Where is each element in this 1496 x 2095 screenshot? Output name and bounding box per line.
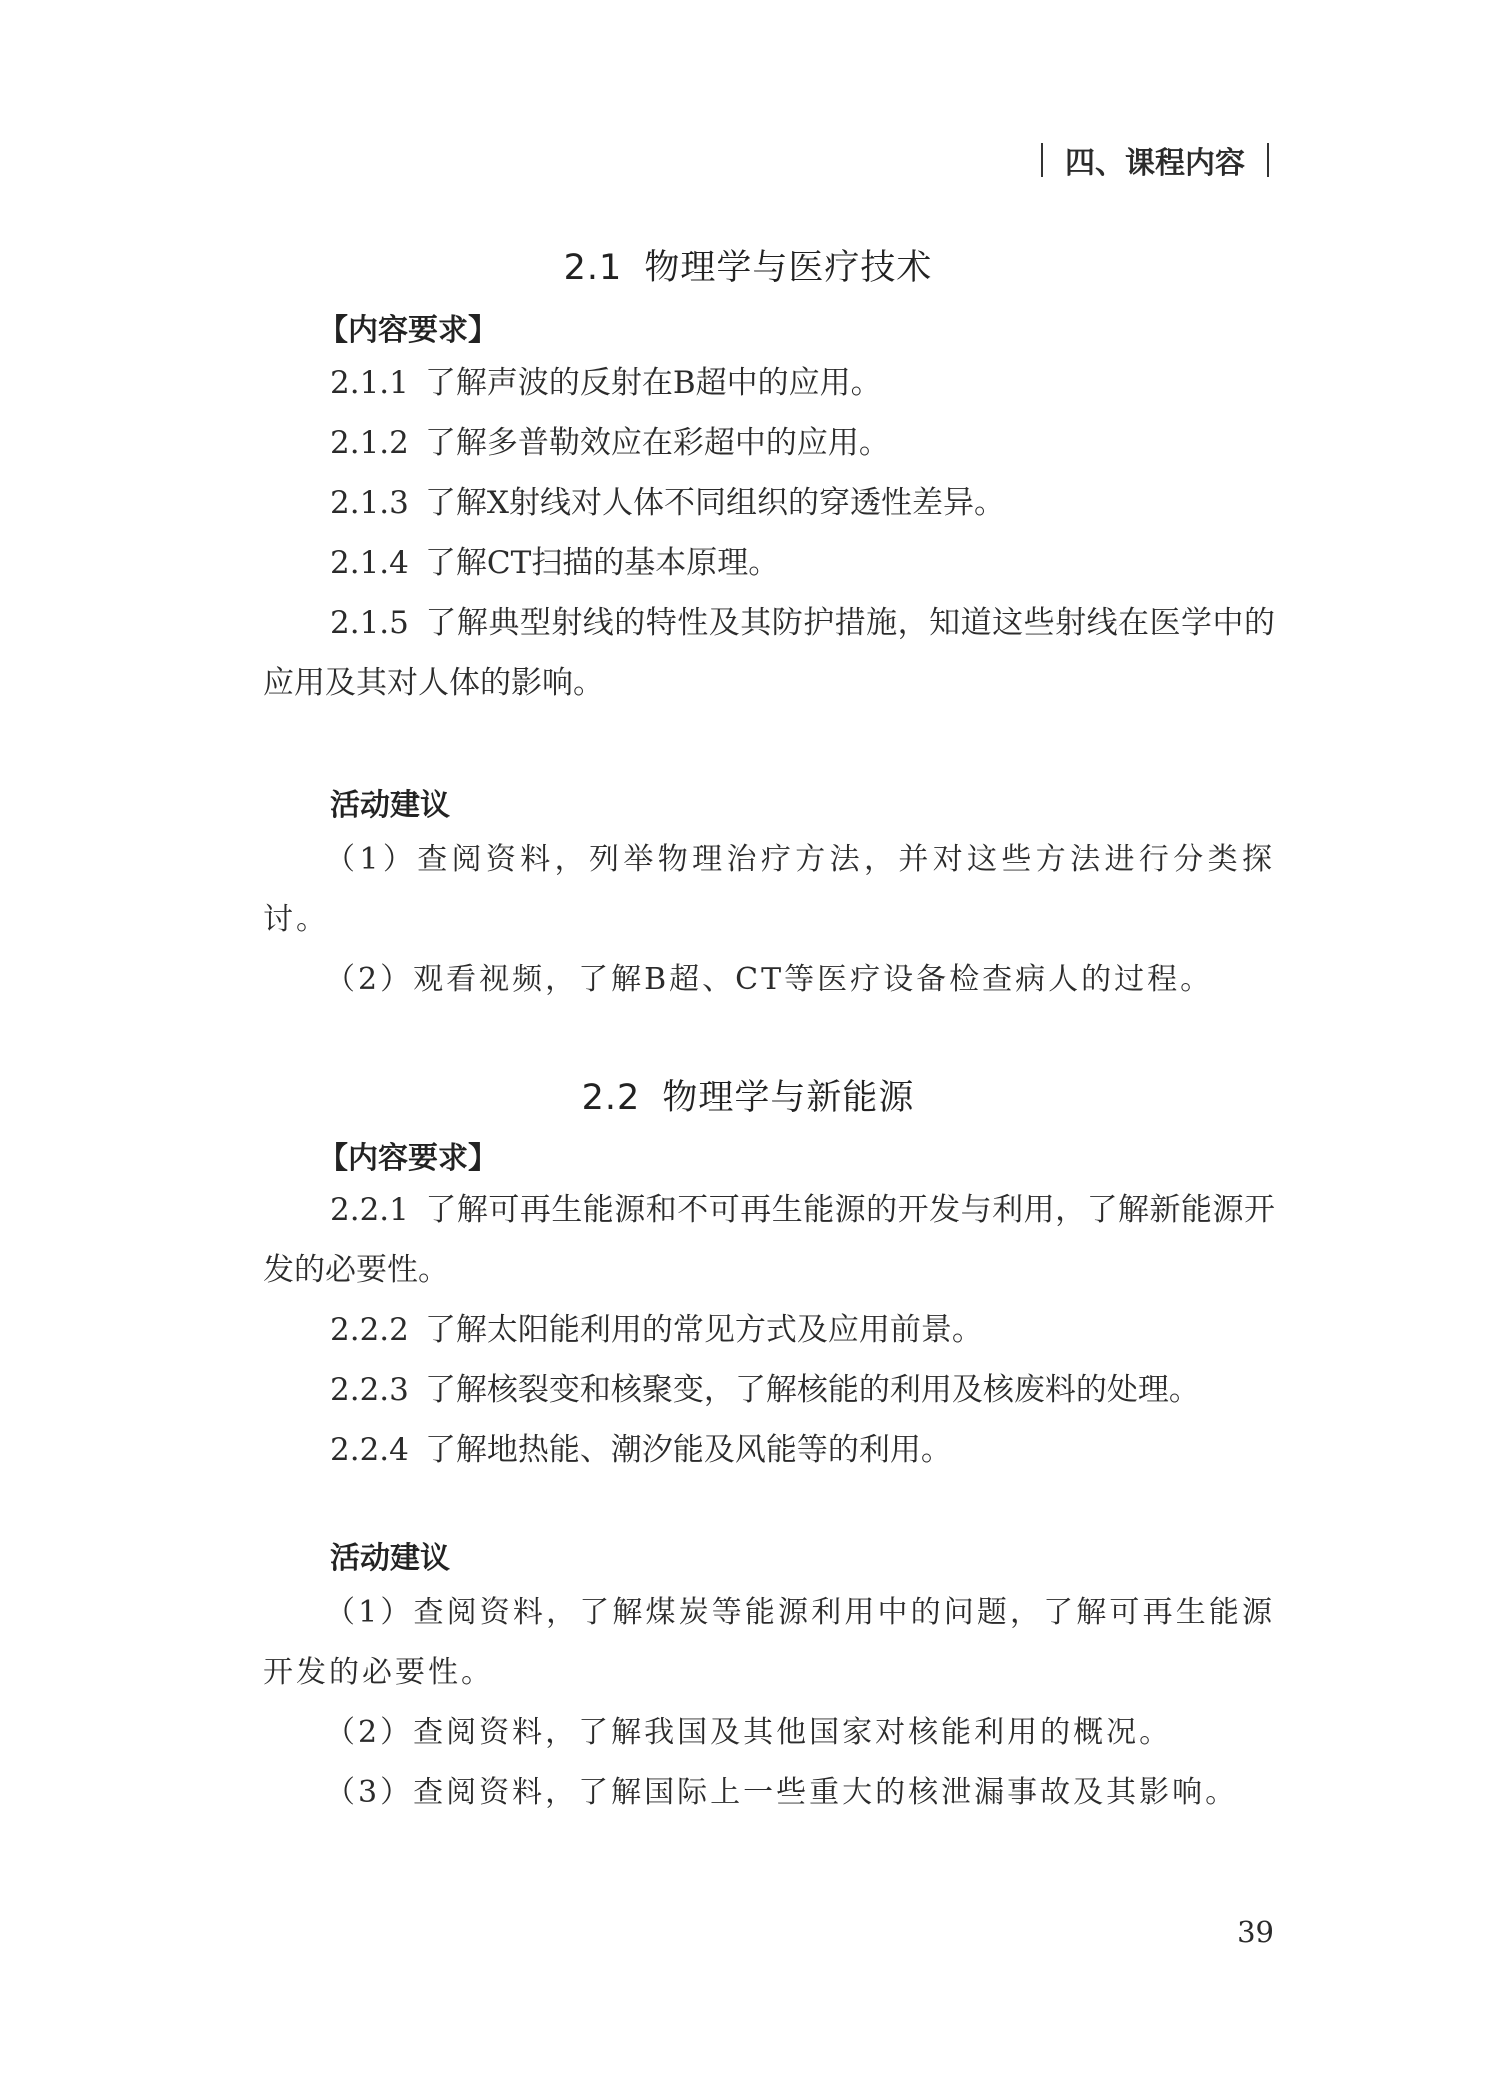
activities-label: 活动建议 [330,1541,450,1576]
activity-item: （2）查阅资料，了解我国及其他国家对核能利用的概况。 [325,1715,1173,1750]
requirement-item [263,413,1275,473]
activities-label: 活动建议 [330,788,450,823]
page-number: 39 [1237,1915,1274,1949]
requirement-text: 了解太阳能利用的常见方式及应用前景。 [424,1312,983,1348]
requirement-code: 2.2.1 [330,1192,409,1228]
section-heading: 物理学与新能源 [662,1078,915,1118]
activity-item: （1）查阅资料，列举物理治疗方法，并对这些方法进行分类探讨。 [263,842,1275,937]
requirement-code: 2.2.4 [330,1432,409,1468]
requirements-label: 【内容要求】 [318,1141,498,1176]
requirement-text: 了解CT扫描的基本原理。 [424,545,780,581]
requirement-code: 2.2.3 [330,1372,409,1408]
requirement-item [263,593,1275,713]
activity-item: （1）查阅资料，了解煤炭等能源利用中的问题，了解可再生能源开发的必要性。 [263,1595,1275,1690]
activity-item: （3）查阅资料，了解国际上一些重大的核泄漏事故及其影响。 [325,1775,1239,1810]
header-divider-right [1267,143,1269,177]
requirement-code: 2.1.5 [330,605,409,641]
activity-item: （2）观看视频，了解B超、CT等医疗设备检查病人的过程。 [325,962,1214,997]
requirement-code: 2.1.3 [330,485,409,521]
requirement-item [263,353,1275,413]
requirement-code: 2.1.4 [330,545,409,581]
header-divider-left [1041,143,1043,177]
section-heading: 物理学与医疗技术 [644,248,933,288]
requirement-item [263,1180,1275,1300]
requirement-text: 了解典型射线的特性及其防护措施，知道这些射线在医学中的应用及其对人体的影响。 [263,605,1275,701]
requirement-text: 了解可再生能源和不可再生能源的开发与利用，了解新能源开发的必要性。 [263,1192,1275,1288]
requirement-item [263,1300,1275,1360]
section-number: 2.1 [563,248,623,288]
section-number: 2.2 [581,1078,641,1118]
requirement-text: 了解X射线对人体不同组织的穿透性差异。 [424,485,1005,521]
requirement-code: 2.2.2 [330,1312,409,1348]
requirement-text: 了解多普勒效应在彩超中的应用。 [424,425,890,461]
requirement-code: 2.1.2 [330,425,409,461]
requirement-item [263,1420,1275,1480]
requirement-item [263,473,1275,533]
requirements-label: 【内容要求】 [318,313,498,348]
requirement-text: 了解地热能、潮汐能及风能等的利用。 [424,1432,952,1468]
requirement-item [263,533,1275,593]
requirement-text: 了解声波的反射在B超中的应用。 [424,365,882,401]
requirement-text: 了解核裂变和核聚变，了解核能的利用及核废料的处理。 [424,1372,1200,1408]
running-header [1019,138,1291,182]
requirement-code: 2.1.1 [330,365,409,401]
section-title-2-2 [0,1070,1496,1120]
section-title-2-1 [0,240,1496,290]
header-section-title: 四、课程内容 [1065,146,1245,181]
requirement-item [263,1360,1275,1420]
